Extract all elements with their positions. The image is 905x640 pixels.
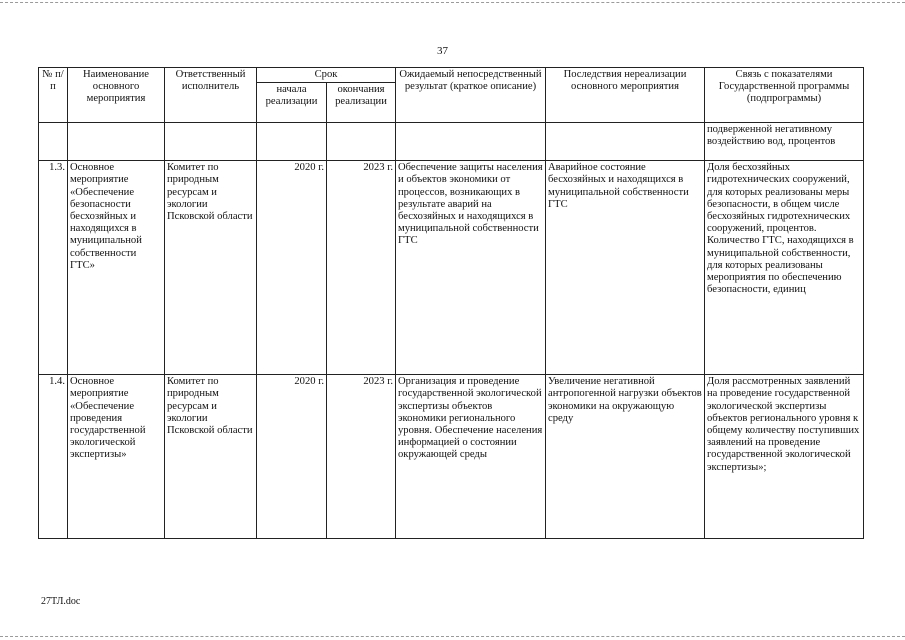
cell-end: 2023 г.	[327, 161, 396, 375]
cell-start: 2020 г.	[257, 375, 327, 539]
table-header-row	[39, 68, 864, 83]
activities-table	[38, 67, 864, 539]
table-row	[39, 161, 864, 375]
cell-num: 1.3.	[39, 161, 68, 375]
header-executor: Ответственный исполнитель	[165, 68, 257, 123]
scan-top-edge	[0, 2, 905, 3]
cell-indicators: Доля рассмотренных заявлений на проведение государственной экологической экспертизы объектов регионального уровня к общему количеству поступивших заявлений на проведение государственной экологической экспертизы»;	[705, 375, 864, 539]
cell-result: Обеспечение защиты населения и объектов экономики от процессов, возникающих в результате аварий на бесхозяйных и находящихся в муниципальной собственности ГТС	[396, 161, 546, 375]
table-row	[39, 375, 864, 539]
header-term-end: окончания реализации	[327, 83, 396, 123]
cell-name: Основное мероприятие «Обеспечение проведения государственной экологической экспертизы»	[68, 375, 165, 539]
cell-consequences: Увеличение негативной антропогенной нагрузки объектов экономики на окружающую среду	[546, 375, 705, 539]
header-result: Ожидаемый непосредственный результат (краткое описание)	[396, 68, 546, 123]
cell-empty	[39, 123, 68, 161]
cell-empty	[396, 123, 546, 161]
footer-filename: 27ТЛ.doc	[41, 596, 81, 607]
cell-start: 2020 г.	[257, 161, 327, 375]
cell-empty	[165, 123, 257, 161]
cell-executor: Комитет по природным ресурсам и экологии Псковской области	[165, 161, 257, 375]
cell-empty	[68, 123, 165, 161]
header-consequences: Последствия нереализации основного мероприятия	[546, 68, 705, 123]
header-term: Срок	[257, 68, 396, 83]
cell-empty	[546, 123, 705, 161]
cell-name: Основное мероприятие «Обеспечение безопасности бесхозяйных и находящихся в муниципальной собственности ГТС»	[68, 161, 165, 375]
cell-empty	[257, 123, 327, 161]
cell-end: 2023 г.	[327, 375, 396, 539]
header-indicators: Связь с показателями Государственной программы (подпрограммы)	[705, 68, 864, 123]
header-num: № п/п	[39, 68, 68, 123]
cell-result: Организация и проведение государственной экологической экспертизы объектов экономики регионального уровня. Обеспечение населения информацией о состоянии окружающей среды	[396, 375, 546, 539]
cell-indicators: подверженной негативному воздействию вод, процентов	[705, 123, 864, 161]
cell-num: 1.4.	[39, 375, 68, 539]
page-number: 37	[437, 45, 448, 57]
table-row-continuation	[39, 123, 864, 161]
scan-bottom-edge	[0, 636, 905, 637]
cell-empty	[327, 123, 396, 161]
header-name: Наименование основного мероприятия	[68, 68, 165, 123]
cell-indicators: Доля бесхозяйных гидротехнических сооружений, для которых реализованы меры безопасности, в общем числе бесхозяйных гидротехнических сооружений, процентов. Количество ГТС, находящихся в муниципальной собственности, для которых реализованы мероприятия по обеспечению безопасности, единиц	[705, 161, 864, 375]
cell-consequences: Аварийное состояние бесхозяйных и находящихся в муниципальной собственности ГТС	[546, 161, 705, 375]
header-term-start: начала реализации	[257, 83, 327, 123]
cell-executor: Комитет по природным ресурсам и экологии Псковской области	[165, 375, 257, 539]
